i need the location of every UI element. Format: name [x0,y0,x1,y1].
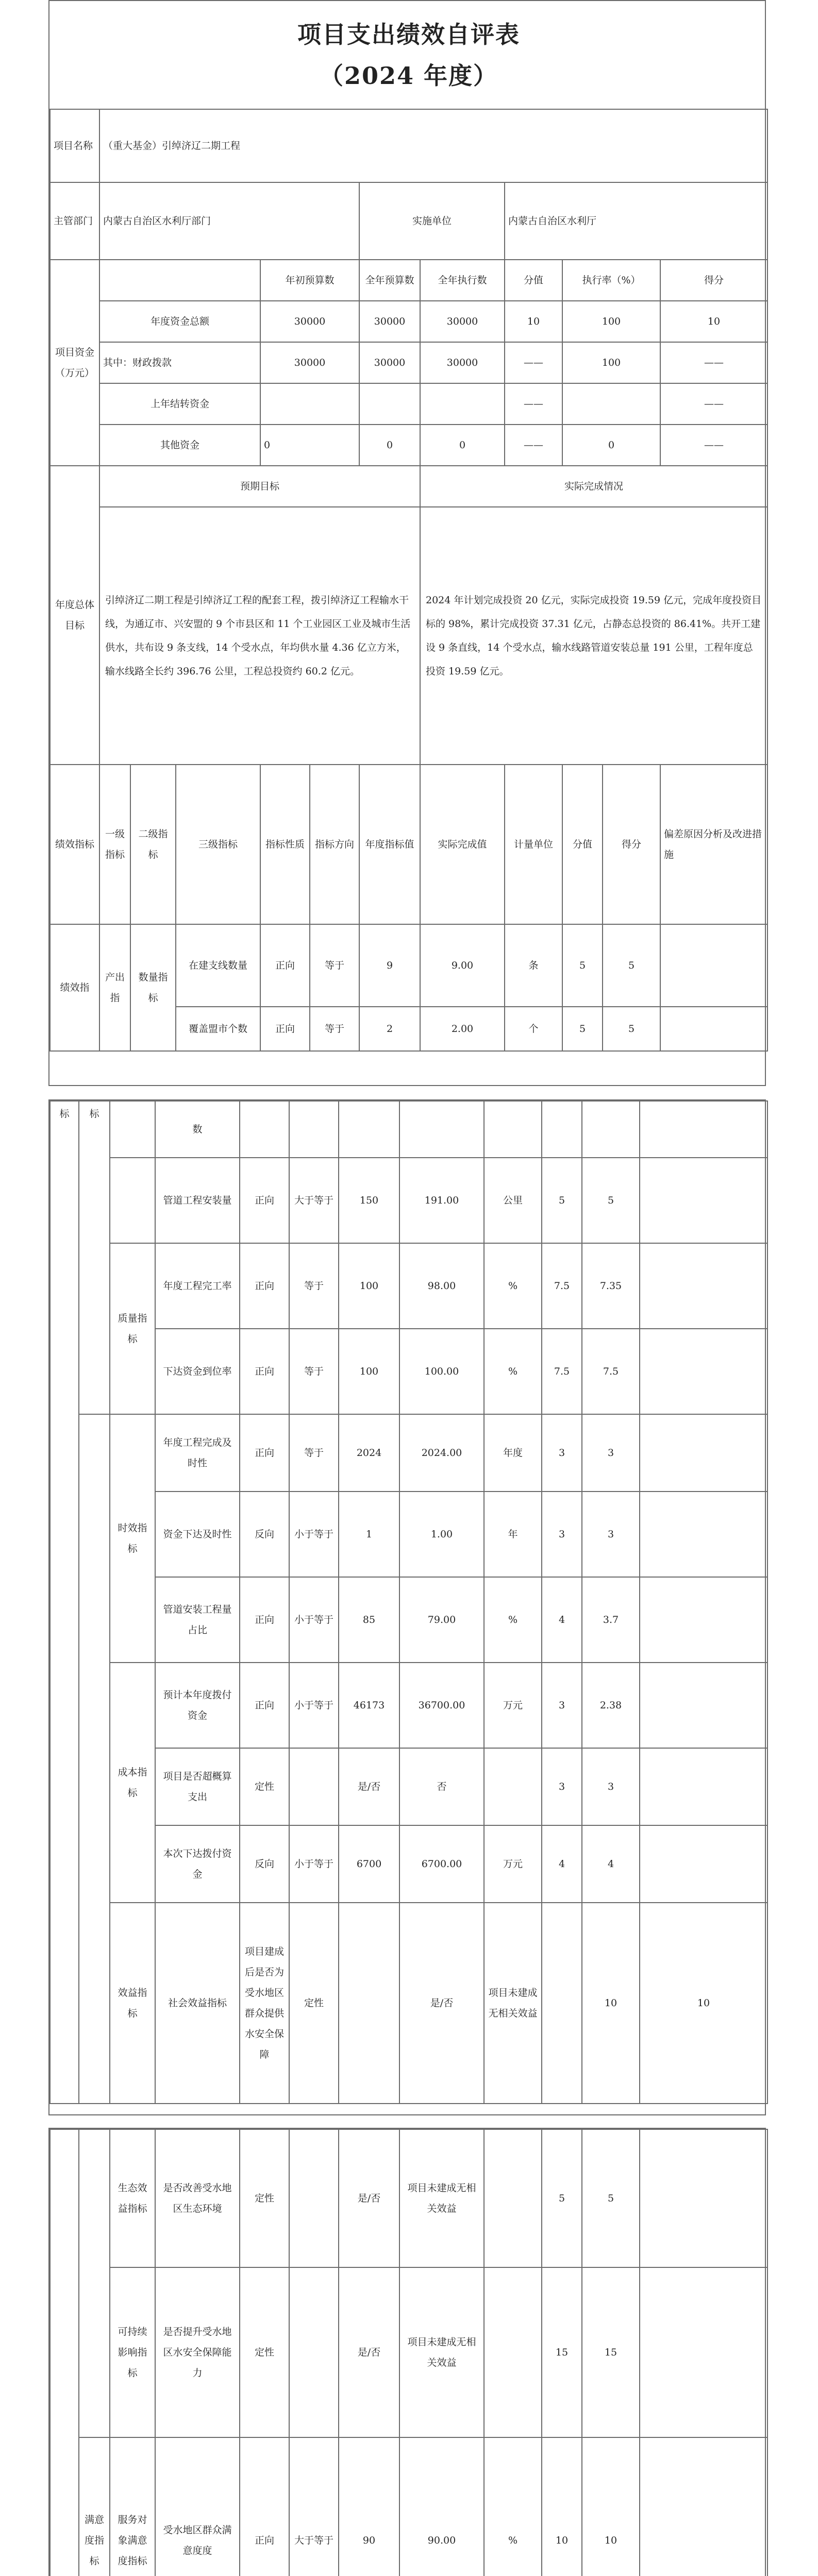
goal-actual-text: 2024 年计划完成投资 20 亿元，实际完成投资 19.59 亿元，完成年度投资目标的 98%，累计完成投资 37.31 亿元，占静态总投资的 86.41%。共开工建设 9 条直线，14 个受水点，输水线路管道安装总量 191 公里，工程年度总投资 19.59 亿元。 [420,507,767,765]
indicator-dir: 小于等于 [289,1825,339,1903]
output-label-cont: 标 [79,1101,110,1414]
indicator-target: 2024 [339,1414,399,1492]
project-name-value: （重大基金）引绰济辽二期工程 [99,109,767,182]
empty-cell [399,1101,484,1158]
indicator-unit: 年 [484,1492,542,1577]
indicator-unit [542,1903,582,2104]
page-1 [48,0,766,1086]
indicator-dir: 等于 [310,924,359,1007]
indicator-name: 覆盖盟市个数 [176,1007,260,1051]
indicator-target: 46173 [339,1663,399,1748]
funds-cell: 100 [562,301,660,342]
indicator-score: 3 [582,1492,640,1577]
indicator-actual: 9.00 [420,924,505,1007]
indicator-deviation [640,1329,767,1414]
indicator-name: 资金下达及时性 [155,1492,240,1577]
quantity-label-cont [110,1101,155,1158]
indicator-name: 是否改善受水地区生态环境 [155,2129,240,2267]
indicator-actual: 100.00 [399,1329,484,1414]
funds-cell: —— [660,383,767,425]
impl-value: 内蒙古自治区水利厅 [505,182,767,260]
indicator-deviation [640,1414,767,1492]
indicator-score: 3.7 [582,1577,640,1663]
indicator-score-max: 3 [542,1492,582,1577]
satisfaction-label: 满意度指标 [79,2437,110,2576]
indicator-unit: % [484,1243,542,1329]
perf-label: 绩效指 [50,924,99,1051]
indicator-unit [484,1748,542,1825]
indicator-score: 5 [582,2129,640,2267]
indicator-target: 是/否 [339,1748,399,1825]
indicator-actual: 1.00 [399,1492,484,1577]
empty-cell [484,1101,542,1158]
indicator-name: 年度工程完工率 [155,1243,240,1329]
funds-cell: 30000 [359,301,420,342]
funds-label: 项目资金（万元） [50,260,99,466]
indicator-actual: 36700.00 [399,1663,484,1748]
effect-label-cont [79,2129,110,2437]
indicator-unit: 万元 [484,1825,542,1903]
funds-cell: 30000 [260,342,359,383]
indicator-score: 10 [582,2437,640,2576]
indicator-name-cont: 数 [155,1101,240,1158]
funds-cell: 100 [562,342,660,383]
indicator-name: 项目建成后是否为受水地区群众提供水安全保障 [240,1903,289,2104]
page-title: 项目支出绩效自评表 [297,20,520,48]
indicator-actual: 98.00 [399,1243,484,1329]
indicator-dir: 等于 [289,1414,339,1492]
indicator-deviation [640,1243,767,1329]
perf-header-1: 一级指标 [99,765,130,924]
perf-label-cont-3 [50,2129,79,2576]
indicator-nature: 正向 [240,1577,289,1663]
indicator-score-max: 3 [542,1663,582,1748]
indicator-target: 100 [339,1243,399,1329]
indicator-name: 本次下达拨付资金 [155,1825,240,1903]
indicator-score: 3 [582,1748,640,1825]
funds-cell: 10 [660,301,767,342]
funds-header-1: 年初预算数 [260,260,359,301]
indicator-target: 1 [339,1492,399,1577]
indicator-nature: 正向 [240,2437,289,2576]
page-subtitle: （2024 年度） [319,61,498,90]
indicator-unit: % [484,2437,542,2576]
indicator-target: 100 [339,1329,399,1414]
indicator-target: 9 [359,924,420,1007]
indicator-actual: 否 [399,1748,484,1825]
dept-label: 主管部门 [50,182,99,260]
indicator-target: 是/否 [399,1903,484,2104]
indicator-nature: 定性 [289,1903,339,2104]
goal-expected-text: 引绰济辽二期工程是引绰济辽工程的配套工程，拨引绰济辽工程输水干线，为通辽市、兴安盟的 9 个市县区和 11 个工业园区工业及城市生活供水，共布设 9 条支线，14 个受水点，年均供水量 4.36 亿立方米，输水线路全长约 396.76 公里，工程总投资约 60.2 亿元。 [99,507,420,765]
time-label: 时效指标 [110,1414,155,1663]
empty-cell [582,1101,640,1158]
funds-row-label: 其中：财政拨款 [99,342,260,383]
indicator-actual: 项目未建成无相关效益 [399,2267,484,2437]
summary-table [49,1,768,1052]
indicator-target: 是/否 [339,2129,399,2267]
funds-cell: —— [660,342,767,383]
indicator-table-p3 [49,2129,768,2576]
indicator-name: 年度工程完成及时性 [155,1414,240,1492]
indicator-score-max: 4 [542,1577,582,1663]
cost-label: 成本指标 [110,1663,155,1903]
funds-header-5: 执行率（%） [562,260,660,301]
perf-header-2: 二级指标 [130,765,176,924]
perf-header-0: 绩效指标 [50,765,99,924]
indicator-score-max: 5 [542,1158,582,1243]
funds-row-label: 其他资金 [99,425,260,466]
indicator-score: 5 [582,1158,640,1243]
indicator-dir: 等于 [289,1243,339,1329]
indicator-name: 在建支线数量 [176,924,260,1007]
indicator-unit: 万元 [484,1663,542,1748]
impl-label: 实施单位 [359,182,505,260]
indicator-target: 85 [339,1577,399,1663]
indicator-nature: 正向 [240,1414,289,1492]
indicator-score-max: 10 [542,2437,582,2576]
indicator-score-max: 7.5 [542,1243,582,1329]
indicator-name: 预计本年度拨付资金 [155,1663,240,1748]
funds-cell: 0 [359,425,420,466]
indicator-unit [484,2129,542,2267]
indicator-dir [339,1903,399,2104]
perf-header-3: 三级指标 [176,765,260,924]
indicator-score: 15 [582,2267,640,2437]
indicator-dir [289,2129,339,2267]
indicator-score-max: 7.5 [542,1329,582,1414]
funds-cell: 30000 [420,301,505,342]
indicator-score-max: 4 [542,1825,582,1903]
empty-cell [289,1101,339,1158]
quantity-label: 数量指标 [130,924,176,1051]
perf-label-cont: 标 [50,1101,79,2104]
indicator-nature: 正向 [240,1243,289,1329]
indicator-target: 90 [339,2437,399,2576]
funds-cell: —— [505,383,562,425]
indicator-nature: 定性 [240,2267,289,2437]
indicator-dir: 小于等于 [289,1577,339,1663]
indicator-nature: 正向 [240,1663,289,1748]
indicator-actual: 项目未建成无相关效益 [484,1903,542,2104]
indicator-nature: 正向 [260,1007,310,1051]
indicator-table-p2 [49,1100,768,2104]
empty-cell [240,1101,289,1158]
indicator-name: 管道安装工程量占比 [155,1577,240,1663]
indicator-score: 5 [603,1007,660,1051]
empty-cell [542,1101,582,1158]
funds-cell: 0 [420,425,505,466]
indicator-unit: 年度 [484,1414,542,1492]
indicator-unit: 个 [505,1007,562,1051]
funds-cell [359,383,420,425]
funds-header-4: 分值 [505,260,562,301]
indicator-actual: 2.00 [420,1007,505,1051]
indicator-dir: 大于等于 [289,2437,339,2576]
indicator-deviation [640,1158,767,1243]
indicator-actual: 2024.00 [399,1414,484,1492]
title-block [50,1,767,109]
indicator-name: 受水地区群众满意度度 [155,2437,240,2576]
indicator-dir: 等于 [289,1329,339,1414]
dept-value: 内蒙古自治区水利厅部门 [99,182,359,260]
indicator-score-max: 3 [542,1414,582,1492]
indicator-dir: 等于 [310,1007,359,1051]
indicator-nature: 正向 [240,1329,289,1414]
indicator-nature: 定性 [240,1748,289,1825]
indicator-nature: 正向 [240,1158,289,1243]
goal-actual-header: 实际完成情况 [420,466,767,507]
perf-header-6: 年度指标值 [359,765,420,924]
indicator-deviation [640,1748,767,1825]
indicator-score: 7.35 [582,1243,640,1329]
perf-header-9: 分值 [562,765,603,924]
quality-label: 质量指标 [110,1243,155,1414]
indicator-actual: 90.00 [399,2437,484,2576]
indicator-actual: 191.00 [399,1158,484,1243]
indicator-name: 管道工程安装量 [155,1158,240,1243]
indicator-dir: 小于等于 [289,1492,339,1577]
indicator-nature: 反向 [240,1492,289,1577]
funds-header-6: 得分 [660,260,767,301]
indicator-deviation [640,2437,767,2576]
indicator-score: 5 [603,924,660,1007]
indicator-actual: 79.00 [399,1577,484,1663]
indicator-score: 7.5 [582,1329,640,1414]
empty-cell [640,1101,767,1158]
quantity-label-cont [110,1158,155,1243]
indicator-name: 下达资金到位率 [155,1329,240,1414]
indicator-unit [484,2267,542,2437]
indicator-deviation [640,1825,767,1903]
indicator-score-max: 10 [582,1903,640,2104]
perf-header-5: 指标方向 [310,765,359,924]
output-label-cont-2 [79,1414,110,2104]
funds-cell [420,383,505,425]
page-2 [48,1099,766,2115]
indicator-dir: 大于等于 [289,1158,339,1243]
funds-cell: 30000 [359,342,420,383]
indicator-dir [289,2267,339,2437]
indicator-nature: 反向 [240,1825,289,1903]
indicator-nature: 正向 [260,924,310,1007]
funds-header-2: 全年预算数 [359,260,420,301]
perf-header-7: 实际完成值 [420,765,505,924]
empty-cell [339,1101,399,1158]
indicator-name: 是否提升受水地区水安全保障能力 [155,2267,240,2437]
perf-header-4: 指标性质 [260,765,310,924]
goal-expected-header: 预期目标 [99,466,420,507]
indicator-score-max: 5 [542,2129,582,2267]
funds-cell: 0 [562,425,660,466]
indicator-unit: 公里 [484,1158,542,1243]
indicator-deviation [660,924,767,1007]
funds-row-label: 年度资金总额 [99,301,260,342]
perf-header-11: 偏差原因分析及改进措施 [660,765,767,924]
indicator-unit: % [484,1329,542,1414]
indicator-score: 4 [582,1825,640,1903]
indicator-dir: 小于等于 [289,1663,339,1748]
sustain-label: 可持续影响指标 [110,2267,155,2437]
funds-cell: 30000 [420,342,505,383]
page-3 [48,2128,766,2576]
funds-cell: —— [505,342,562,383]
funds-cell [562,383,660,425]
indicator-score: 2.38 [582,1663,640,1748]
funds-row-label: 上年结转资金 [99,383,260,425]
effect-label: 效益指标 [110,1903,155,2104]
funds-cell: 0 [260,425,359,466]
indicator-score-max: 5 [562,1007,603,1051]
funds-header-3: 全年执行数 [420,260,505,301]
indicator-target: 是/否 [339,2267,399,2437]
indicator-score-max: 15 [542,2267,582,2437]
indicator-nature: 定性 [240,2129,289,2267]
output-label: 产出指 [99,924,130,1051]
indicator-target: 6700 [339,1825,399,1903]
indicator-name: 项目是否超概算支出 [155,1748,240,1825]
indicator-dir [289,1748,339,1825]
indicator-score: 10 [640,1903,767,2104]
funds-cell: —— [660,425,767,466]
funds-cell: 30000 [260,301,359,342]
indicator-target: 2 [359,1007,420,1051]
funds-cell: 10 [505,301,562,342]
indicator-score-max: 3 [542,1748,582,1825]
service-label: 服务对象满意度指标 [110,2437,155,2576]
project-name-label: 项目名称 [50,109,99,182]
eco-label: 生态效益指标 [110,2129,155,2267]
funds-cell [260,383,359,425]
indicator-actual: 6700.00 [399,1825,484,1903]
funds-header-blank [99,260,260,301]
indicator-unit: % [484,1577,542,1663]
funds-cell: —— [505,425,562,466]
indicator-deviation [640,2267,767,2437]
indicator-deviation [640,1492,767,1577]
indicator-unit: 条 [505,924,562,1007]
goal-label: 年度总体目标 [50,466,99,765]
indicator-score: 3 [582,1414,640,1492]
perf-header-10: 得分 [603,765,660,924]
indicator-score-max: 5 [562,924,603,1007]
indicator-deviation [640,2129,767,2267]
indicator-target: 150 [339,1158,399,1243]
indicator-deviation [660,1007,767,1051]
indicator-deviation [640,1663,767,1748]
indicator-deviation [640,1577,767,1663]
perf-header-8: 计量单位 [505,765,562,924]
social-label: 社会效益指标 [155,1903,240,2104]
indicator-actual: 项目未建成无相关效益 [399,2129,484,2267]
